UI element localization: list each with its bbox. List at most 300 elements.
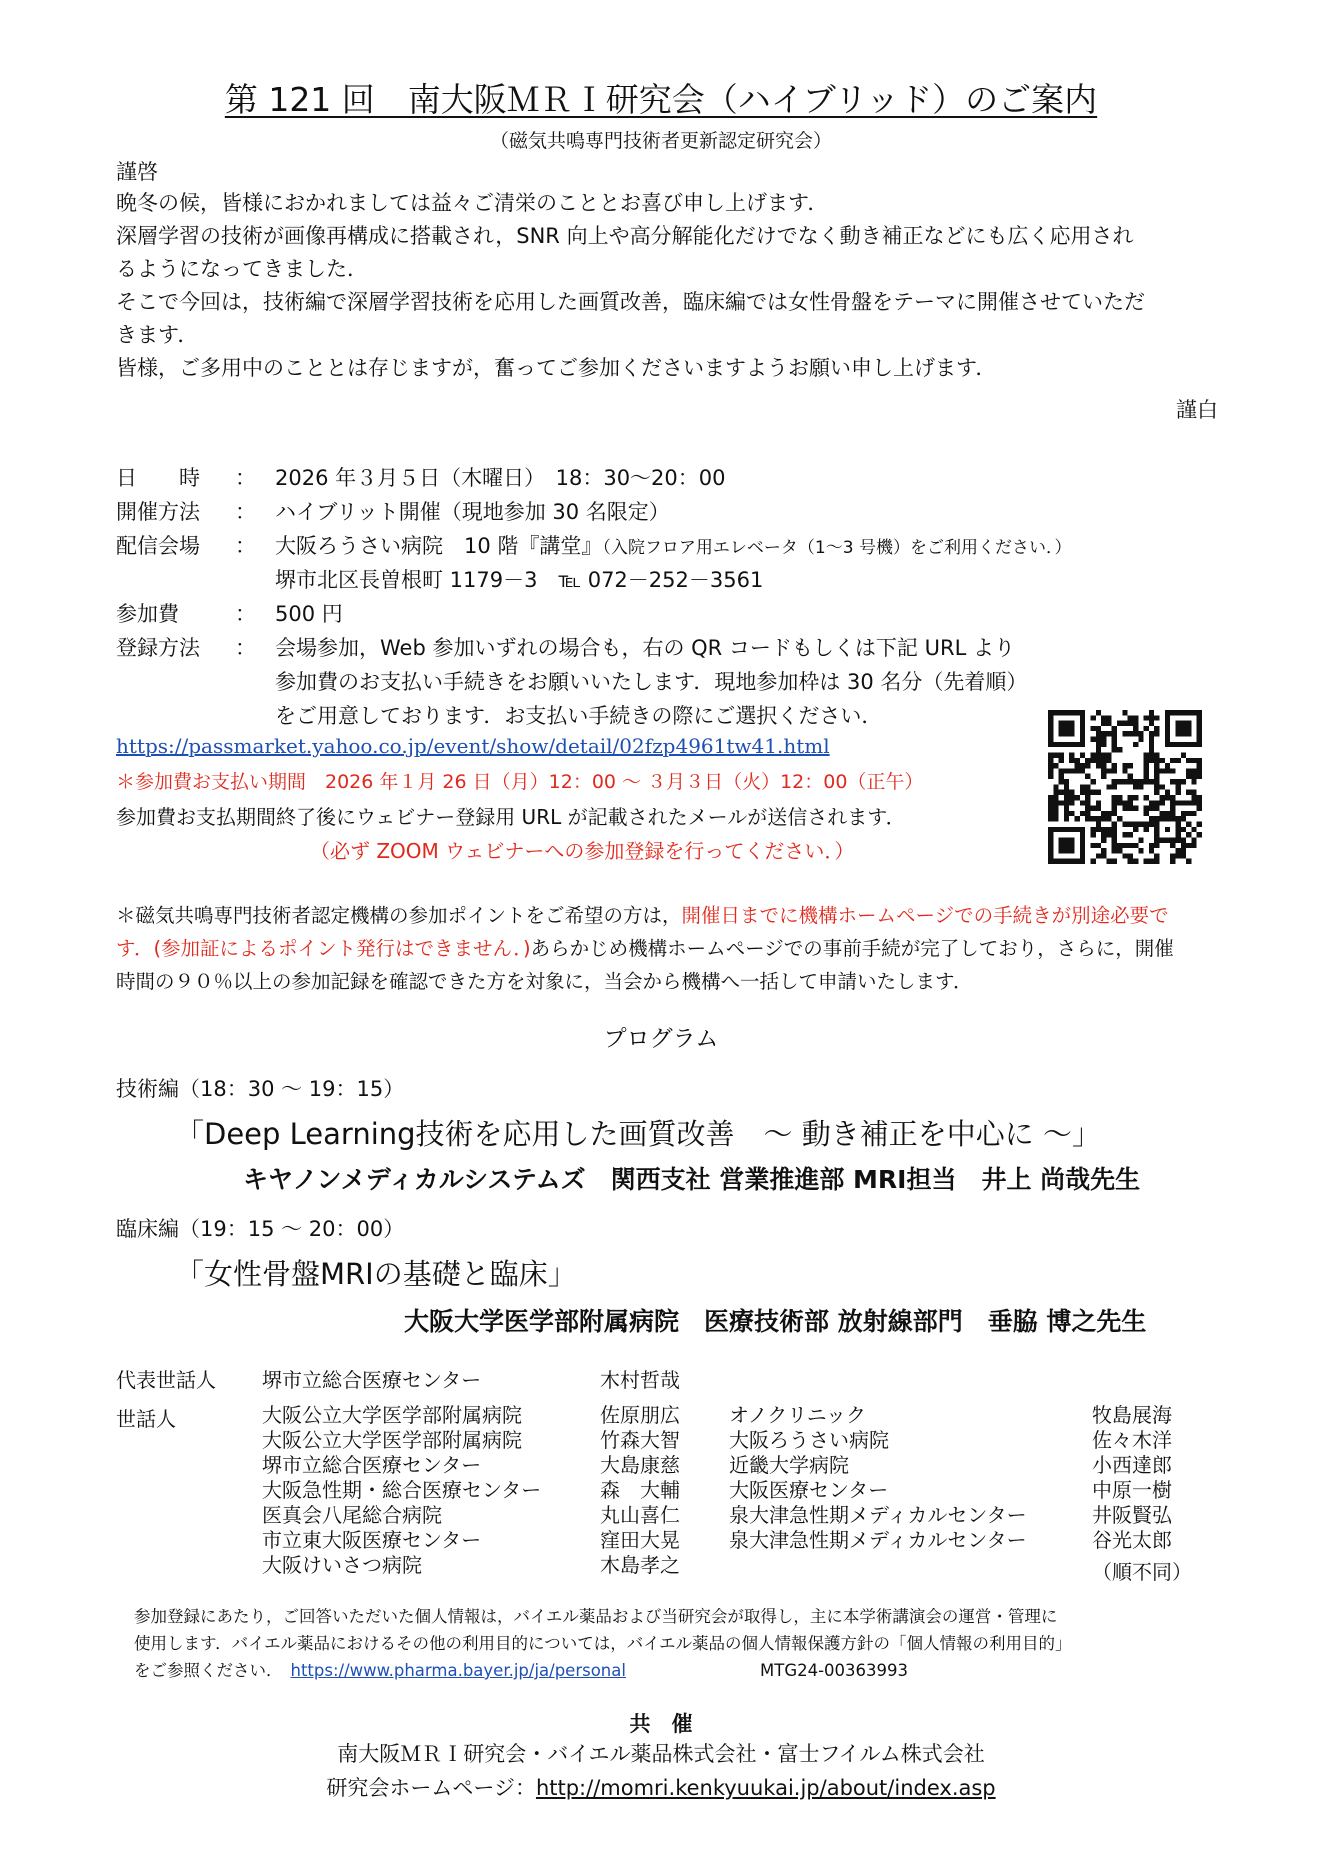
qr-module: [1186, 800, 1191, 805]
qr-module: [1144, 806, 1149, 811]
tech-talk-title: 「Deep Learning技術を応用した画質改善 〜 動き補正を中心に 〜」: [175, 1117, 1101, 1151]
qr-module: [1112, 779, 1117, 784]
qr-module: [1090, 715, 1095, 720]
qr-module: [1075, 768, 1080, 773]
qr-module: [1128, 806, 1133, 811]
qr-module: [1112, 737, 1117, 742]
qr-module: [1080, 811, 1085, 816]
qr-module: [1154, 715, 1159, 720]
qr-module: [1138, 784, 1143, 789]
qr-module: [1165, 763, 1170, 768]
qr-module: [1149, 806, 1154, 811]
qr-module: [1064, 806, 1069, 811]
qr-module: [1191, 837, 1196, 842]
qr-module: [1154, 859, 1159, 864]
qr-module: [1154, 806, 1159, 811]
qr-module: [1122, 710, 1127, 715]
qr-module: [1149, 710, 1154, 715]
qr-module: [1096, 710, 1101, 715]
manager-name: 小西達郎: [1092, 1453, 1172, 1477]
qr-module: [1117, 816, 1122, 821]
qr-module: [1186, 811, 1191, 816]
qr-module: [1053, 790, 1058, 795]
qr-module: [1106, 832, 1111, 837]
qr-module: [1106, 715, 1111, 720]
qr-module: [1090, 790, 1095, 795]
qr-module: [1117, 843, 1122, 848]
qr-module: [1064, 790, 1069, 795]
qr-module: [1154, 779, 1159, 784]
qr-module: [1080, 763, 1085, 768]
qr-module: [1096, 758, 1101, 763]
manager-name: 谷光太郎: [1092, 1528, 1172, 1552]
managers-right-orgs: [729, 1403, 1027, 1553]
qr-module: [1165, 790, 1170, 795]
qr-module: [1122, 853, 1127, 858]
qr-module: [1048, 752, 1053, 757]
qr-module: [1149, 721, 1154, 726]
qr-module: [1053, 816, 1058, 821]
qr-module: [1154, 843, 1159, 848]
manager-name: 佐原朋広: [600, 1403, 680, 1427]
qr-module: [1160, 795, 1165, 800]
managers-label: 世話人: [116, 1407, 176, 1431]
manager-name: 森 大輔: [600, 1478, 680, 1502]
qr-module: [1128, 832, 1133, 837]
qr-module: [1191, 768, 1196, 773]
qr-module: [1144, 779, 1149, 784]
homepage-line: [0, 1772, 1322, 1802]
qr-module: [1059, 800, 1064, 805]
qr-module: [1128, 715, 1133, 720]
manager-name: 竹森大智: [600, 1428, 680, 1452]
manager-org: 大阪公立大学医学部附属病院: [262, 1428, 522, 1452]
qr-module: [1106, 816, 1111, 821]
qr-module: [1048, 774, 1053, 779]
qr-module: [1053, 811, 1058, 816]
qr-module: [1191, 779, 1196, 784]
manager-org: 大阪ろうさい病院: [729, 1428, 889, 1452]
qr-module: [1170, 806, 1175, 811]
privacy-line: [134, 1657, 626, 1684]
qr-module: [1053, 784, 1058, 789]
qr-module: [1069, 795, 1074, 800]
qr-module: [1064, 768, 1069, 773]
qr-module: [1133, 827, 1138, 832]
qr-module: [1053, 752, 1058, 757]
qr-module: [1170, 853, 1175, 858]
qr-module: [1122, 779, 1127, 784]
qr-module: [1112, 806, 1117, 811]
homepage-link[interactable]: http://momri.kenkyuukai.jp/about/index.asp: [535, 1776, 996, 1800]
qr-module: [1133, 731, 1138, 736]
qr-module: [1090, 758, 1095, 763]
points-notice-line: [116, 900, 1169, 928]
qr-module: [1144, 811, 1149, 816]
qr-module: [1133, 742, 1138, 747]
qr-module: [1181, 837, 1186, 842]
qr-module: [1197, 763, 1202, 768]
qr-module: [1112, 848, 1117, 853]
qr-module: [1112, 837, 1117, 842]
qr-module: [1128, 859, 1133, 864]
qr-module: [1149, 752, 1154, 757]
qr-module: [1128, 800, 1133, 805]
manager-name: 木島孝之: [600, 1553, 680, 1577]
qr-module: [1106, 758, 1111, 763]
qr-module: [1154, 790, 1159, 795]
letter-line: きます．: [116, 323, 199, 347]
representative-label: 代表世話人: [116, 1368, 216, 1392]
qr-module: [1090, 843, 1095, 848]
qr-module: [1186, 859, 1191, 864]
qr-module: [1101, 721, 1106, 726]
qr-module: [1112, 800, 1117, 805]
qr-module: [1085, 758, 1090, 763]
datetime-label: 日 時: [116, 466, 200, 490]
qr-module: [1149, 737, 1154, 742]
manager-org: 泉大津急性期メディカルセンター: [729, 1503, 1027, 1527]
qr-module: [1112, 726, 1117, 731]
managers-left-orgs: [262, 1403, 541, 1578]
qr-module: [1096, 843, 1101, 848]
letter-line: 深層学習の技術が画像再構成に搭載され，SNR 向上や高分解能化だけでなく動き補正などにも広く応用され: [116, 224, 1134, 248]
qr-module: [1149, 800, 1154, 805]
qr-module: [1117, 747, 1122, 752]
qr-module: [1175, 848, 1180, 853]
qr-module: [1133, 721, 1138, 726]
qr-module: [1133, 784, 1138, 789]
qr-module: [1101, 827, 1106, 832]
qr-module: [1186, 790, 1191, 795]
qr-module: [1133, 843, 1138, 848]
page-title-text: 第 121 回 南大阪ＭＲＩ研究会（ハイブリッド）のご案内: [224, 80, 1098, 119]
qr-module: [1101, 742, 1106, 747]
qr-module: [1181, 752, 1186, 757]
qr-module: [1149, 758, 1154, 763]
qr-module: [1170, 843, 1175, 848]
colon: ：: [235, 500, 256, 524]
qr-module: [1090, 737, 1095, 742]
qr-module: [1101, 832, 1106, 837]
registration-line: 参加費のお支払い手続きをお願いいたします．現地参加枠は 30 名分（先着順）: [275, 670, 1028, 694]
qr-module: [1053, 763, 1058, 768]
qr-module: [1096, 816, 1101, 821]
qr-module: [1160, 811, 1165, 816]
qr-module: [1144, 795, 1149, 800]
qr-module: [1106, 721, 1111, 726]
sponsor-names: 南大阪ＭＲＩ研究会・バイエル薬品株式会社・富士フイルム株式会社: [337, 1742, 985, 1766]
qr-module: [1075, 758, 1080, 763]
qr-module: [1149, 747, 1154, 752]
qr-module: [1069, 790, 1074, 795]
qr-module: [1170, 768, 1175, 773]
qr-module: [1128, 843, 1133, 848]
venue-note: （入院フロア用エレベータ（1〜3 号機）をご利用ください．）: [602, 538, 1072, 558]
letter-line: るようになってきました．: [116, 257, 368, 281]
qr-module: [1144, 768, 1149, 773]
qr-module: [1170, 811, 1175, 816]
qr-module: [1175, 779, 1180, 784]
qr-module: [1090, 832, 1095, 837]
qr-module: [1149, 859, 1154, 864]
qr-module: [1080, 790, 1085, 795]
points-notice-line: 時間の９０％以上の参加記録を確認できた方を対象に，当会から機構へ一括して申請いたします．: [116, 970, 973, 993]
manager-org: 近畿大学病院: [729, 1453, 849, 1477]
qr-module: [1133, 806, 1138, 811]
manager-org: 市立東大阪医療センター: [262, 1528, 482, 1552]
qr-module: [1186, 843, 1191, 848]
registration-label: 登録方法: [116, 636, 200, 660]
qr-module: [1101, 853, 1106, 858]
qr-module: [1112, 768, 1117, 773]
points-notice-line: [116, 933, 1174, 961]
qr-module: [1059, 768, 1064, 773]
qr-module: [1122, 800, 1127, 805]
qr-module: [1154, 763, 1159, 768]
qr-module: [1191, 774, 1196, 779]
qr-module: [1128, 853, 1133, 858]
qr-code[interactable]: [1048, 710, 1202, 864]
qr-module: [1048, 763, 1053, 768]
qr-module: [1149, 779, 1154, 784]
qr-module: [1059, 779, 1064, 784]
mtg-code: MTG24-00363993: [760, 1661, 909, 1680]
tech-speaker: キヤノンメディカルシステムズ 関西支社 営業推進部 MRI担当 井上 尚哉先生: [243, 1165, 1141, 1194]
qr-module: [1090, 806, 1095, 811]
qr-module: [1106, 784, 1111, 789]
qr-module: [1096, 790, 1101, 795]
qr-module: [1096, 806, 1101, 811]
points-notice-emphasis: す．(参加証によるポイント発行はできません．): [116, 937, 531, 960]
qr-module: [1117, 795, 1122, 800]
qr-module: [1144, 758, 1149, 763]
qr-module: [1059, 790, 1064, 795]
qr-module: [1144, 859, 1149, 864]
qr-module: [1133, 715, 1138, 720]
qr-module: [1191, 843, 1196, 848]
qr-module: [1186, 774, 1191, 779]
qr-module: [1122, 843, 1127, 848]
points-notice-text: ＊磁気共鳴専門技術者認定機構の参加ポイントをご希望の方は，: [116, 904, 682, 927]
qr-module: [1133, 859, 1138, 864]
qr-module: [1128, 779, 1133, 784]
qr-module: [1144, 726, 1149, 731]
qr-module: [1096, 731, 1101, 736]
after-payment-note: 参加費お支払期間終了後にウェビナー登録用 URL が記載されたメールが送信されます．: [116, 805, 906, 829]
qr-module: [1197, 806, 1202, 811]
qr-module: [1175, 784, 1180, 789]
qr-module: [1096, 853, 1101, 858]
registration-line: をご用意しております．お支払い手続きの際にご選択ください．: [275, 704, 883, 728]
privacy-line: 参加登録にあたり，ご回答いただいた個人情報は，バイエル薬品および当研究会が取得し，主に本学術講演会の運営・管理に: [134, 1607, 1058, 1626]
qr-module: [1170, 779, 1175, 784]
manager-name: 佐々木洋: [1092, 1428, 1172, 1452]
clinical-session-header: 臨床編（19：15 〜 20：00）: [116, 1217, 405, 1241]
qr-module: [1128, 795, 1133, 800]
registration-url-link[interactable]: https://passmarket.yahoo.co.jp/event/show/detail/02fzp4961tw41.html: [116, 734, 830, 758]
qr-module: [1096, 737, 1101, 742]
qr-module: [1112, 827, 1117, 832]
qr-module: [1106, 811, 1111, 816]
qr-module: [1101, 816, 1106, 821]
qr-module: [1064, 779, 1069, 784]
qr-module: [1085, 795, 1090, 800]
qr-module: [1096, 800, 1101, 805]
qr-module: [1186, 832, 1191, 837]
qr-module: [1101, 837, 1106, 842]
qr-module: [1144, 822, 1149, 827]
venue-address: 堺市北区長曽根町 1179－3 ℡ 072－252－3561: [275, 568, 764, 592]
qr-module: [1106, 752, 1111, 757]
qr-module: [1112, 843, 1117, 848]
qr-module: [1080, 768, 1085, 773]
qr-module: [1138, 848, 1143, 853]
order-note: （順不同）: [1092, 1560, 1192, 1584]
representative-org: 堺市立総合医療センター: [262, 1368, 482, 1392]
qr-module: [1101, 758, 1106, 763]
qr-module: [1170, 800, 1175, 805]
tech-session-header: 技術編（18：30 〜 19：15）: [116, 1077, 405, 1101]
qr-module: [1181, 779, 1186, 784]
qr-module: [1085, 763, 1090, 768]
qr-module: [1138, 822, 1143, 827]
letter-line: 皆様，ご多用中のこととは存じますが，奮ってご参加くださいますようお願い申し上げます．: [116, 356, 997, 380]
qr-module: [1181, 843, 1186, 848]
qr-module: [1144, 715, 1149, 720]
venue-value: [275, 530, 1071, 560]
manager-org: 大阪公立大学医学部附属病院: [262, 1403, 522, 1427]
manager-name: 丸山喜仁: [600, 1503, 680, 1527]
qr-module: [1106, 731, 1111, 736]
qr-module: [1080, 800, 1085, 805]
qr-module: [1191, 811, 1196, 816]
qr-module: [1090, 827, 1095, 832]
manager-name: 牧島展海: [1092, 1403, 1172, 1427]
registration-line: 会場参加，Web 参加いずれの場合も，右の QR コードもしくは下記 URL より: [275, 636, 1015, 660]
points-notice-emphasis: 開催日までに機構ホームページでの手続きが別途必要で: [681, 904, 1169, 927]
qr-module: [1144, 774, 1149, 779]
qr-module: [1112, 795, 1117, 800]
qr-module: [1149, 742, 1154, 747]
manager-name: 井阪賢弘: [1092, 1503, 1172, 1527]
qr-module: [1165, 768, 1170, 773]
qr-module: [1175, 800, 1180, 805]
letter-line: そこで今回は，技術編で深層学習技術を応用した画質改善，臨床編では女性骨盤をテーマに開催させていただ: [116, 290, 1145, 314]
qr-module: [1075, 763, 1080, 768]
managers-left-names: [600, 1403, 680, 1578]
method-label: 開催方法: [116, 500, 200, 524]
colon: ：: [235, 534, 256, 558]
manager-name: 中原一樹: [1092, 1478, 1172, 1502]
manager-org: オノクリニック: [729, 1403, 866, 1427]
qr-module: [1048, 816, 1053, 821]
qr-module: [1170, 859, 1175, 864]
qr-module: [1165, 811, 1170, 816]
qr-module: [1085, 806, 1090, 811]
qr-module: [1191, 827, 1196, 832]
qr-module: [1048, 806, 1053, 811]
qr-module: [1191, 800, 1196, 805]
letter-opening: 謹啓: [116, 160, 158, 184]
qr-module: [1048, 768, 1053, 773]
qr-module: [1069, 800, 1074, 805]
qr-module: [1186, 758, 1191, 763]
qr-module: [1101, 715, 1106, 720]
zoom-notice: （必ず ZOOM ウェビナーへの参加登録を行ってください．）: [310, 839, 855, 863]
qr-module: [1090, 859, 1095, 864]
qr-module: [1122, 822, 1127, 827]
qr-module: [1144, 752, 1149, 757]
qr-module: [1106, 859, 1111, 864]
qr-module: [1186, 768, 1191, 773]
qr-module: [1154, 758, 1159, 763]
qr-module: [1138, 837, 1143, 842]
qr-module: [1144, 763, 1149, 768]
qr-module: [1128, 763, 1133, 768]
qr-module: [1154, 800, 1159, 805]
qr-module: [1197, 758, 1202, 763]
privacy-url-link[interactable]: https://www.pharma.bayer.jp/ja/personal: [290, 1661, 626, 1680]
qr-module: [1117, 800, 1122, 805]
qr-module: [1069, 752, 1074, 757]
qr-module: [1048, 811, 1053, 816]
qr-module: [1101, 768, 1106, 773]
qr-module: [1122, 763, 1127, 768]
qr-module: [1181, 800, 1186, 805]
qr-module: [1197, 800, 1202, 805]
qr-module: [1181, 848, 1186, 853]
qr-module: [1101, 731, 1106, 736]
manager-org: 堺市立総合医療センター: [262, 1453, 482, 1477]
representative-name: 木村哲哉: [600, 1368, 680, 1392]
qr-module: [1112, 822, 1117, 827]
qr-module: [1154, 731, 1159, 736]
qr-module: [1112, 832, 1117, 837]
qr-module: [1175, 853, 1180, 858]
qr-module: [1064, 800, 1069, 805]
qr-module: [1053, 795, 1058, 800]
qr-module: [1048, 758, 1053, 763]
colon: ：: [235, 636, 256, 660]
page-subtitle: （磁気共鳴専門技術者更新認定研究会）: [489, 130, 832, 152]
qr-module: [1053, 806, 1058, 811]
page-title: [0, 74, 1322, 121]
qr-module: [1138, 779, 1143, 784]
colon: ：: [235, 466, 256, 490]
venue-name: 大阪ろうさい病院 10 階『講堂』: [275, 534, 603, 558]
qr-module: [1181, 853, 1186, 858]
qr-module: [1133, 726, 1138, 731]
qr-module: [1149, 816, 1154, 821]
qr-module: [1154, 774, 1159, 779]
colon: ：: [235, 602, 256, 626]
qr-module: [1186, 822, 1191, 827]
qr-module: [1122, 768, 1127, 773]
qr-module: [1122, 806, 1127, 811]
manager-org: 泉大津急性期メディカルセンター: [729, 1528, 1027, 1552]
qr-module: [1133, 822, 1138, 827]
qr-module: [1059, 752, 1064, 757]
program-heading: プログラム: [603, 1026, 719, 1052]
qr-module: [1096, 747, 1101, 752]
qr-module: [1160, 758, 1165, 763]
qr-module: [1149, 822, 1154, 827]
qr-module: [1085, 816, 1090, 821]
qr-module: [1181, 816, 1186, 821]
qr-module: [1112, 784, 1117, 789]
manager-org: 大阪急性期・総合医療センター: [262, 1478, 542, 1502]
